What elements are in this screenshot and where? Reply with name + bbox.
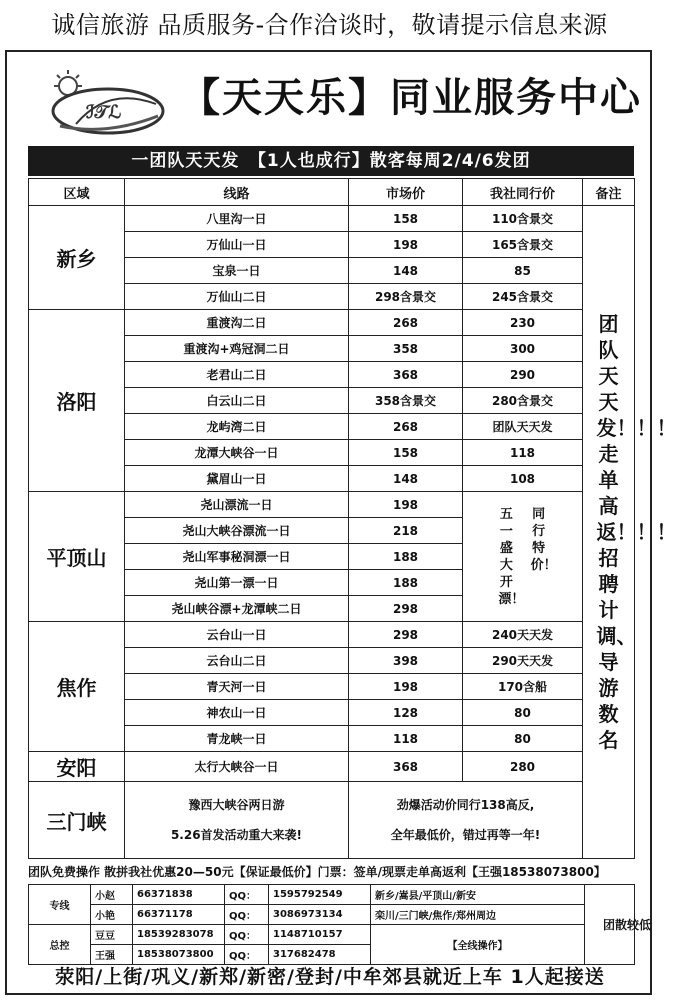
table-row: [29, 492, 635, 518]
peer-price-cell: 170含船: [463, 674, 583, 700]
contact-name: 小艳: [91, 905, 133, 925]
peer-price-cell: 110含景交: [463, 206, 583, 232]
peer-price-cell: 280: [463, 752, 583, 782]
svg-text:ℐ𝒯ℒ: ℐ𝒯ℒ: [86, 102, 122, 123]
schedule-banner: 一团队天天发 【1人也成行】散客每周2/4/6发团: [28, 146, 634, 176]
market-price-cell: 158: [349, 440, 463, 466]
peer-price-cell: 118: [463, 440, 583, 466]
contact-qq: 1595792549: [269, 885, 371, 905]
market-price-cell: 198: [349, 674, 463, 700]
contact-area: 栾川/三门峡/焦作/郑州周边: [371, 905, 585, 925]
col-notes: 备注: [583, 179, 635, 206]
peer-price-cell: 团队天天发: [463, 414, 583, 440]
table-row: [29, 622, 635, 648]
region-pingdingshan: 平顶山: [29, 492, 125, 622]
col-peer-price: 我社同行价: [463, 179, 583, 206]
contact-qq: 317682478: [269, 945, 371, 965]
route-cell: 龙屿湾二日: [125, 414, 349, 440]
contact-phone: 66371838: [133, 885, 225, 905]
contact-qq: 3086973134: [269, 905, 371, 925]
route-price-table: [28, 178, 677, 859]
market-price-cell: 268: [349, 414, 463, 440]
route-cell: 重渡沟+鸡冠洞二日: [125, 336, 349, 362]
slogan-text: 团散较低: [603, 917, 652, 932]
table-row: [29, 310, 635, 336]
contacts-table: [28, 884, 652, 965]
table-header-row: [29, 179, 635, 206]
route-cell: 尧山军事秘洞漂一日: [125, 544, 349, 570]
peer-price-cell: 280含景交: [463, 388, 583, 414]
notes-text: 团队天天发！！！走单高返！！！招聘计调、导游数名: [596, 312, 677, 752]
peer-price-cell: 165含景交: [463, 232, 583, 258]
market-price-cell: 298: [349, 622, 463, 648]
col-market-price: 市场价: [349, 179, 463, 206]
contact-phone: 66371178: [133, 905, 225, 925]
region-luoyang: 洛阳: [29, 310, 125, 492]
qq-label: QQ：: [225, 905, 269, 925]
market-price-cell: 198: [349, 232, 463, 258]
sanmenxia-route-line2: 5.26首发活动重大来袭!: [170, 828, 303, 842]
market-price-cell: 368: [349, 752, 463, 782]
route-cell: 黛眉山一日: [125, 466, 349, 492]
pickup-footer: 荥阳/上街/巩义/新郑/新密/登封/中牟郊县就近上车 1人起接送: [55, 966, 605, 988]
market-price-cell: 358: [349, 336, 463, 362]
market-price-cell: 148: [349, 258, 463, 284]
peer-price-cell: 300: [463, 336, 583, 362]
peer-price-cell: 240天天发: [463, 622, 583, 648]
route-cell: 八里沟一日: [125, 206, 349, 232]
market-price-cell: 268: [349, 310, 463, 336]
peer-price-cell: 85: [463, 258, 583, 284]
route-cell: 云台山一日: [125, 622, 349, 648]
contact-row: [29, 905, 635, 925]
contact-phone: 18539283078: [133, 925, 225, 945]
market-price-cell: 218: [349, 518, 463, 544]
market-price-cell: 358含景交: [349, 388, 463, 414]
market-price-cell: 158: [349, 206, 463, 232]
top-banner: 诚信旅游 品质服务-合作洽谈时，敬请提示信息来源: [51, 11, 608, 39]
market-price-cell: 118: [349, 726, 463, 752]
peer-price-cell: 230: [463, 310, 583, 336]
contact-area: 【全线操作】: [371, 925, 585, 965]
qq-label: QQ：: [225, 885, 269, 905]
route-cell: 宝泉一日: [125, 258, 349, 284]
market-price-cell: 148: [349, 466, 463, 492]
route-cell: 青天河一日: [125, 674, 349, 700]
sanmenxia-route-line1: 豫西大峡谷两日游: [188, 798, 285, 812]
market-price-cell: 128: [349, 700, 463, 726]
operation-notice: 团队免费操作 散拼我社优惠20—50元【保证最低价】门票：签单/现票走单高返利【王强18538073800】: [28, 865, 606, 879]
sanmenxia-route-cell: [125, 782, 349, 859]
market-price-cell: 298含景交: [349, 284, 463, 310]
peer-price-cell: 290天天发: [463, 648, 583, 674]
market-price-cell: 298: [349, 596, 463, 622]
table-row: [29, 782, 635, 859]
special-offer-cell: [463, 492, 583, 622]
special-left-text: 五一盛大开漂！: [498, 506, 525, 607]
peer-price-cell: 80: [463, 726, 583, 752]
route-cell: 尧山峡谷漂+龙潭峡二日: [125, 596, 349, 622]
region-jiaozuo: 焦作: [29, 622, 125, 752]
market-price-cell: 368: [349, 362, 463, 388]
route-cell: 龙潭大峡谷一日: [125, 440, 349, 466]
peer-price-cell: 108: [463, 466, 583, 492]
contact-name: 小赵: [91, 885, 133, 905]
table-row: [29, 752, 635, 782]
sun-logo-icon: [46, 66, 166, 138]
contact-row: [29, 925, 635, 945]
route-cell: 万仙山一日: [125, 232, 349, 258]
special-right-text: 同行特价！: [530, 506, 557, 573]
route-cell: 太行大峡谷一日: [125, 752, 349, 782]
table-row: [29, 206, 635, 232]
region-xinxiang: 新乡: [29, 206, 125, 310]
sanmenxia-price-cell: [349, 782, 583, 859]
route-cell: 老君山二日: [125, 362, 349, 388]
contact-phone: 18538073800: [133, 945, 225, 965]
market-price-cell: 188: [349, 544, 463, 570]
col-route: 线路: [125, 179, 349, 206]
peer-price-cell: 290: [463, 362, 583, 388]
qq-label: QQ：: [225, 945, 269, 965]
market-price-cell: 188: [349, 570, 463, 596]
header: [40, 60, 640, 140]
route-cell: 白云山二日: [125, 388, 349, 414]
contact-name: 王强: [91, 945, 133, 965]
route-cell: 云台山二日: [125, 648, 349, 674]
notes-column: [583, 206, 677, 859]
route-cell: 尧山第一漂一日: [125, 570, 349, 596]
peer-price-cell: 80: [463, 700, 583, 726]
route-cell: 尧山漂流一日: [125, 492, 349, 518]
contact-qq: 1148710157: [269, 925, 371, 945]
col-region: 区域: [29, 179, 125, 206]
contact-group-label: 总控: [29, 925, 91, 965]
contact-name: 豆豆: [91, 925, 133, 945]
slogan-cell: [585, 885, 652, 965]
region-anyang: 安阳: [29, 752, 125, 782]
market-price-cell: 398: [349, 648, 463, 674]
route-cell: 尧山大峡谷漂流一日: [125, 518, 349, 544]
contact-row: [29, 885, 635, 905]
page-title: 【天天乐】同业服务中心: [180, 75, 642, 121]
route-cell: 万仙山二日: [125, 284, 349, 310]
sanmenxia-price-line2: 全年最低价，错过再等一年!: [390, 828, 541, 842]
sanmenxia-price-line1: 劲爆活动价同行138高反,: [396, 798, 535, 812]
route-cell: 重渡沟二日: [125, 310, 349, 336]
region-sanmenxia: 三门峡: [29, 782, 125, 859]
route-cell: 青龙峡一日: [125, 726, 349, 752]
contact-area: 新乡/嵩县/平顶山/新安: [371, 885, 585, 905]
route-cell: 神农山一日: [125, 700, 349, 726]
qq-label: QQ：: [225, 925, 269, 945]
contact-group-label: 专线: [29, 885, 91, 925]
market-price-cell: 198: [349, 492, 463, 518]
peer-price-cell: 245含景交: [463, 284, 583, 310]
